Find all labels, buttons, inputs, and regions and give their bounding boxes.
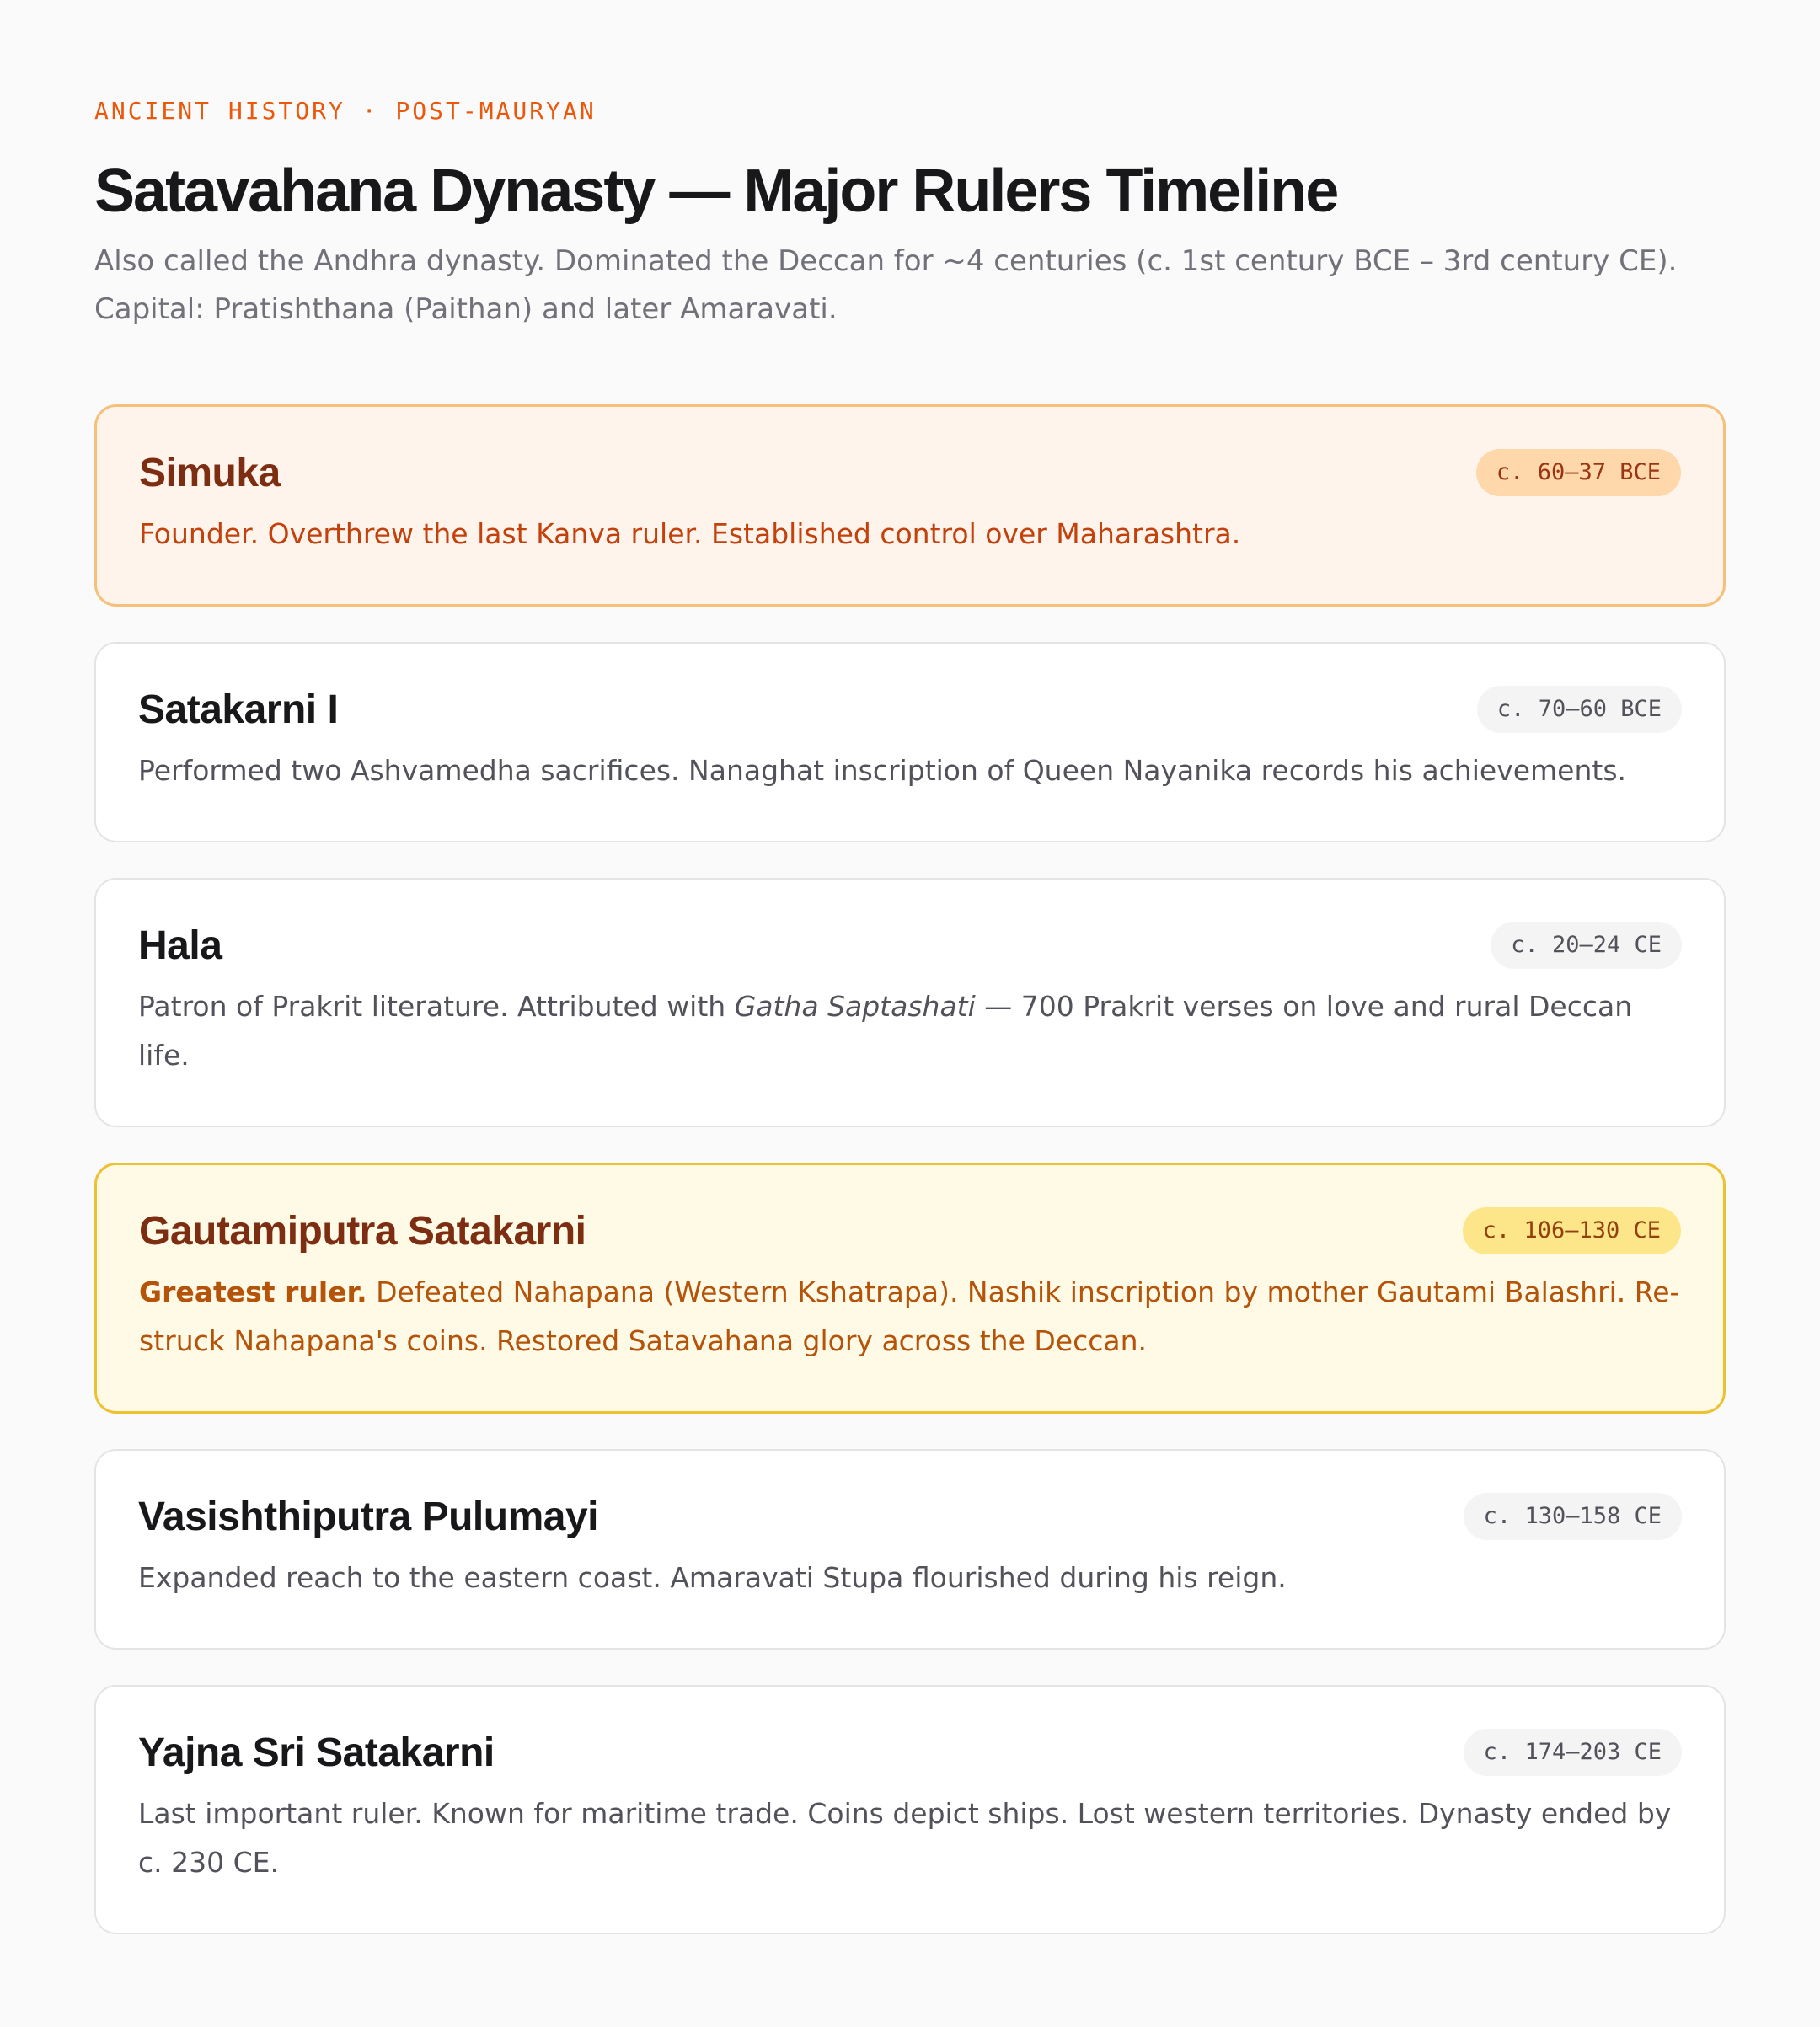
reign-period-badge: c. 130–158 CE: [1464, 1493, 1682, 1540]
ruler-card-satakarni-i: [94, 642, 1726, 842]
ruler-description: [139, 1268, 1681, 1366]
page: [94, 94, 1726, 1879]
ruler-description: Founder. Overthrew the last Kanva ruler. Established control over Maharashtra.: [139, 517, 1241, 550]
ruler-card-gautamiputra-satakarni: [94, 1163, 1726, 1414]
ruler-description: [138, 982, 1682, 1080]
ruler-name: Vasishthiputra Pulumayi: [138, 1494, 598, 1539]
description-text: — 700 Prakrit verses on love and rural Deccan life.: [138, 990, 1633, 1072]
ruler-card-vasishthiputra-pulumayi: [94, 1449, 1726, 1650]
ruler-card-header: [138, 1489, 1682, 1543]
ruler-card-header: [138, 1725, 1682, 1779]
rulers-timeline-list: [94, 404, 1726, 1970]
description-text: Patron of Prakrit literature. Attributed with: [138, 990, 735, 1023]
page-title: Satavahana Dynasty — Major Rulers Timeline: [94, 158, 1338, 225]
ruler-card-header: [139, 1204, 1681, 1258]
ruler-name: Yajna Sri Satakarni: [138, 1730, 495, 1775]
ruler-card-header: [139, 446, 1681, 500]
ruler-name: Simuka: [139, 450, 281, 495]
ruler-card-hala: [94, 878, 1726, 1127]
ruler-card-simuka: [94, 404, 1726, 607]
description-text: Defeated Nahapana (Western Kshatrapa). Nashik inscription by mother Gautami Balashri. Re-struck Nahapana's coins. Restored Satavahana glory across the Deccan.: [139, 1276, 1680, 1357]
reign-period-badge: c. 106–130 CE: [1463, 1207, 1681, 1254]
ruler-description: Performed two Ashvamedha sacrifices. Nanaghat inscription of Queen Nayanika records his achievements.: [138, 754, 1627, 787]
ruler-name: Satakarni I: [138, 687, 339, 732]
literary-work-title: Gatha Saptashati: [734, 990, 976, 1023]
reign-period-badge: c. 70–60 BCE: [1477, 686, 1682, 733]
reign-period-badge: c. 60–37 BCE: [1476, 449, 1681, 496]
reign-period-badge: c. 20–24 CE: [1491, 922, 1682, 969]
ruler-card-header: [138, 918, 1682, 972]
description-lead: Greatest ruler.: [139, 1276, 367, 1308]
page-subtitle: Also called the Andhra dynasty. Dominated the Deccan for ~4 centuries (c. 1st century BCE – 3rd century CE). Capital: Pratishthana (Paithan) and later Amaravati.: [94, 244, 1678, 326]
ruler-description: Expanded reach to the eastern coast. Amaravati Stupa flourished during his reign.: [138, 1561, 1287, 1594]
reign-period-badge: c. 174–203 CE: [1464, 1729, 1682, 1776]
ruler-card-yajna-sri-satakarni: [94, 1685, 1726, 1934]
ruler-description: Last important ruler. Known for maritime trade. Coins depict ships. Lost western territories. Dynasty ended by c. 230 CE.: [138, 1797, 1672, 1879]
ruler-name: Gautamiputra Satakarni: [139, 1208, 586, 1254]
ruler-name: Hala: [138, 923, 222, 968]
ruler-card-header: [138, 682, 1682, 736]
category-eyebrow: ANCIENT HISTORY · POST-MAURYAN: [94, 97, 597, 125]
